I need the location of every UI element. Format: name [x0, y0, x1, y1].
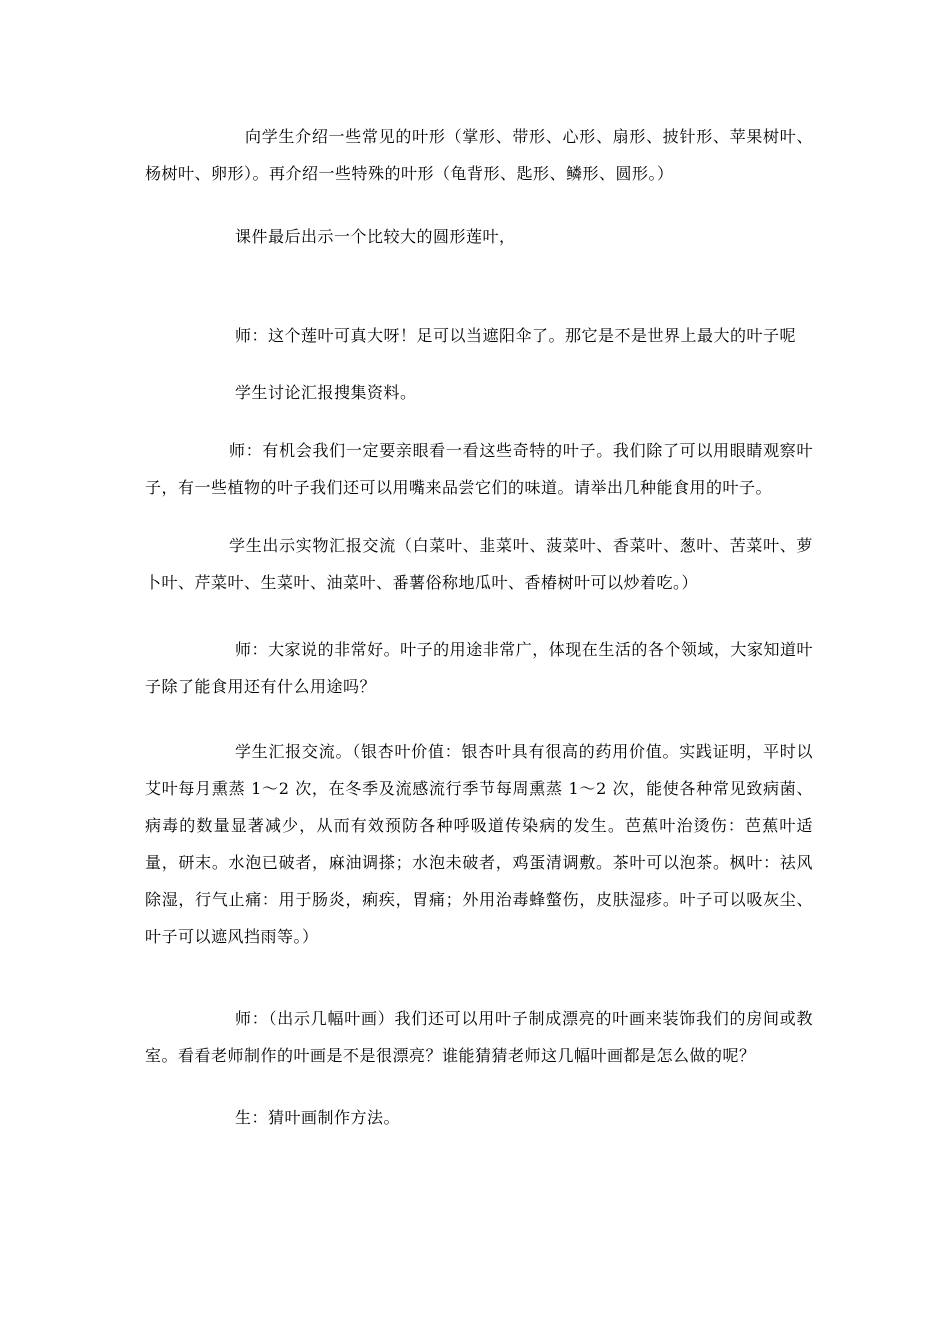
paragraph-teacher-edible-leaves: 师：有机会我们一定要亲眼看一看这些奇特的叶子。我们除了可以用眼睛观察叶子，有一些植物的叶子我们还可以用嘴来品尝它们的味道。请举出几种能食用的叶子。	[145, 441, 813, 497]
paragraph-teacher-leaf-paintings: 师：（出示几幅叶画）我们还可以用叶子制成漂亮的叶画来装饰我们的房间或教室。看看老师制作的叶画是不是很漂亮？谁能猜猜老师这几幅叶画都是怎么做的呢？	[145, 1009, 813, 1065]
paragraph-student-report-uses: 学生汇报交流。（银杏叶价值：银杏叶具有很高的药用价值。实践证明，平时以艾叶每月熏蒸 1～2 次，在冬季及流感流行季节每周熏蒸 1～2 次，能使各种常见致病菌、病毒的数量显著减少，从而有效预防各种呼吸道传染病的发生。芭蕉叶治烫伤：芭蕉叶适量，研末。水泡已破者，麻油调搽；水泡未破者，鸡蛋清调敷。茶叶可以泡茶。枫叶：祛风除湿，行气止痛：用于肠炎，痢疾，胃痛；外用治毒蜂螫伤，皮肤湿疹。叶子可以吸灰尘、叶子可以遮风挡雨等。）	[145, 742, 813, 946]
paragraph-student-guess-method: 生：猜叶画制作方法。	[235, 1108, 401, 1127]
paragraph-leaf-shapes: 向学生介绍一些常见的叶形（掌形、带形、心形、扇形、披针形、苹果树叶、杨树叶、卵形）。再介绍一些特殊的叶形（龟背形、匙形、鳞形、圆形。）	[145, 127, 813, 183]
paragraph-student-discussion: 学生讨论汇报搜集资料。	[235, 383, 417, 402]
paragraph-teacher-leaf-uses: 师：大家说的非常好。叶子的用途非常广，体现在生活的各个领域，大家知道叶子除了能食用还有什么用途吗？	[145, 640, 813, 696]
paragraph-student-vegetables: 学生出示实物汇报交流（白菜叶、韭菜叶、菠菜叶、香菜叶、葱叶、苦菜叶、萝卜叶、芹菜叶、生菜叶、油菜叶、番薯俗称地瓜叶、香椿树叶可以炒着吃。）	[145, 536, 813, 592]
paragraph-lotus-leaf: 课件最后出示一个比较大的圆形莲叶，	[235, 227, 516, 246]
paragraph-teacher-question-largest: 师：这个莲叶可真大呀！足可以当遮阳伞了。那它是不是世界上最大的叶子呢	[235, 326, 797, 345]
